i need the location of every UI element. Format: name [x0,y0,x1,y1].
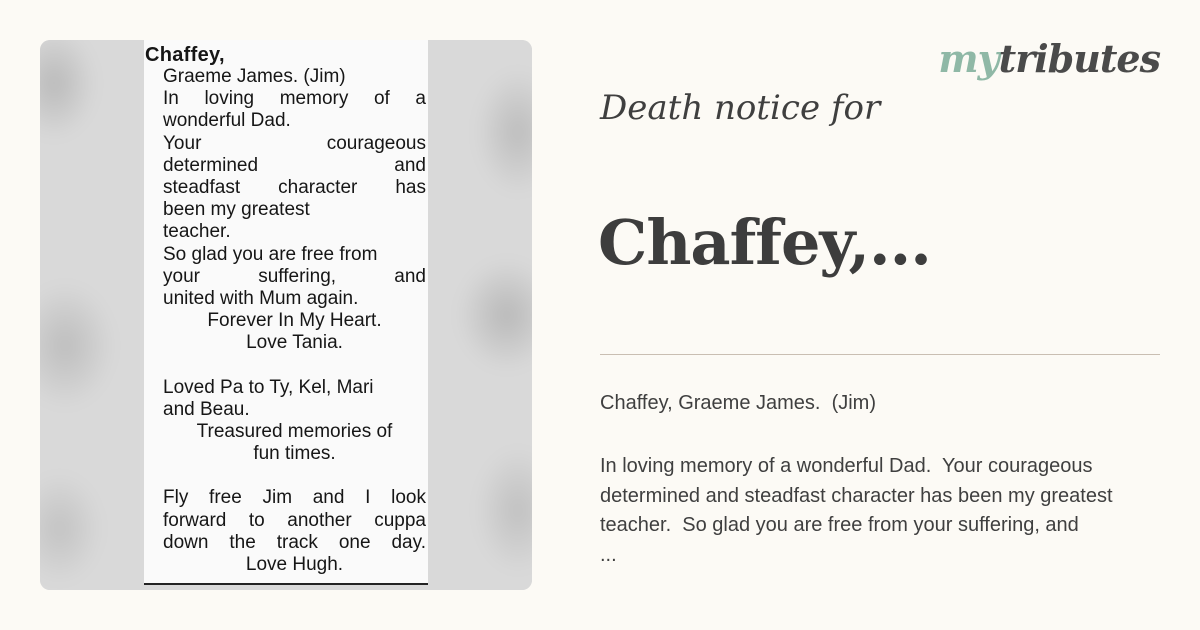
clipping-line: Forever In My Heart. [207,310,382,332]
logo-prefix: my [938,36,999,81]
excerpt-line: In loving memory of a wonderful Dad. Your courageous [600,455,1093,477]
clipping-line: Your courageous [163,132,426,154]
clipping-line: your suffering, and [163,265,426,287]
clipping-line: and Beau. [163,398,250,420]
clipping-spacer [163,355,426,377]
clipping-line: Loved Pa to Ty, Kel, Mari [163,376,374,398]
clipping-body [144,66,428,576]
clipping-line: been my greatest [163,199,310,221]
excerpt-line: ... [600,543,617,566]
excerpt-line: teacher. So glad you are free from your suffering, and [600,514,1079,536]
clipping-line: fun times. [253,443,336,465]
notice-clipping-image [40,40,532,590]
clipping-line: Love Tania. [246,332,343,354]
clipping-line: Treasured memories of [196,421,393,443]
clipping-line: Fly free Jim and I look [163,487,426,509]
clipping-line: teacher. [163,221,231,243]
clipping-line: wonderful Dad. [163,110,291,132]
clipping-line: united with Mum again. [163,288,359,310]
notice-type-label: Death notice for [600,88,881,128]
newspaper-clipping [144,40,428,585]
clipping-heading: Chaffey, [145,44,225,66]
clipping-line: steadfast character has [163,177,426,199]
clipping-spacer [163,465,426,487]
clipping-line: forward to another cuppa [163,509,426,531]
clipping-line: determined and [163,154,426,176]
deceased-full-name: Chaffey, Graeme James. (Jim) [600,392,876,414]
divider [600,354,1160,355]
logo-suffix: tributes [998,36,1160,81]
clipping-line: down the track one day. [163,531,426,553]
clipping-line: In loving memory of a [163,88,426,110]
notice-excerpt [600,452,1195,570]
deceased-name: Chaffey,... [598,206,931,279]
excerpt-line: determined and steadfast character has been my greatest [600,484,1113,507]
clipping-line: Love Hugh. [245,554,344,576]
clipping-line: Graeme James. (Jim) [163,66,346,87]
mytributes-logo [938,36,1160,81]
clipping-line: So glad you are free from [163,243,378,265]
